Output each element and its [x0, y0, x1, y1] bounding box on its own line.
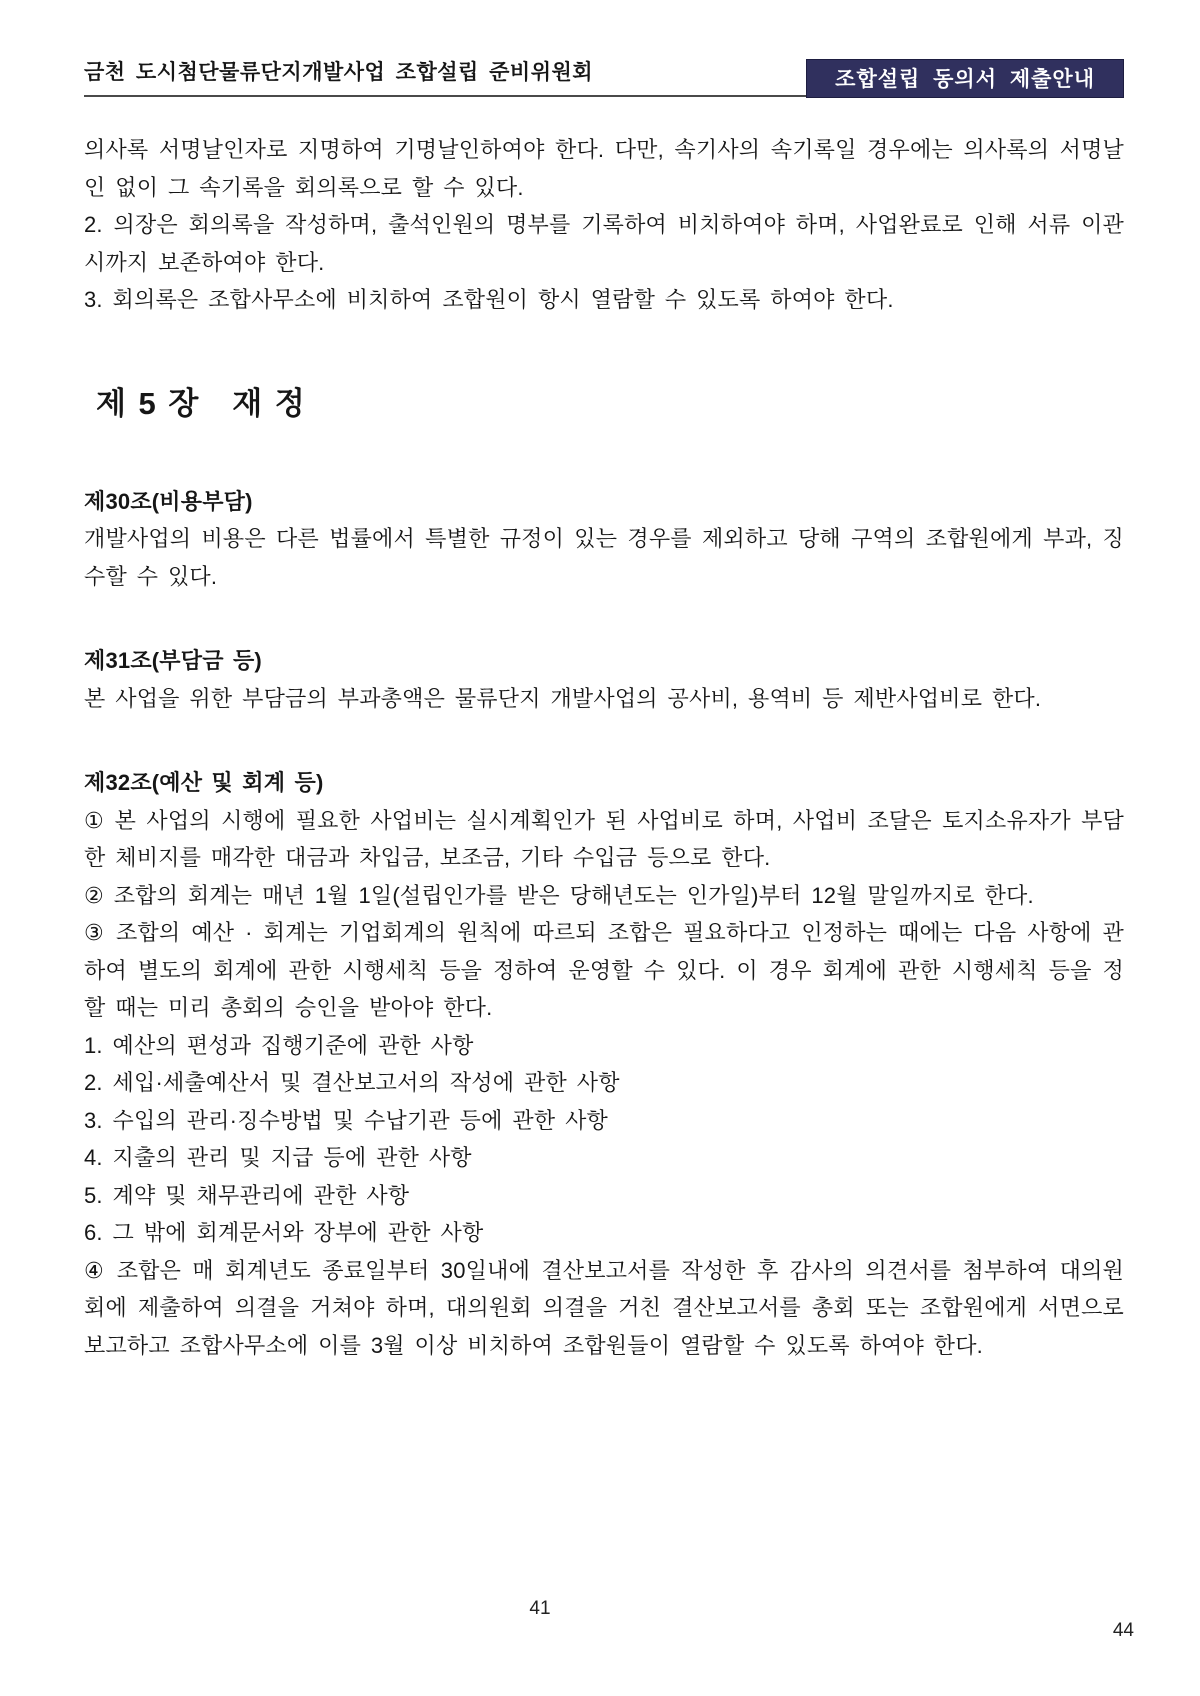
- intro-paragraph-3: 3. 회의록은 조합사무소에 비치하여 조합원이 항시 열람할 수 있도록 하여야 한다.: [84, 287, 894, 312]
- intro-section: [84, 131, 1124, 319]
- article-32: [84, 764, 1124, 1364]
- article-32-clause-4: ④ 조합은 매 회계년도 종료일부터 30일내에 결산보고서를 작성한 후 감사의 의견서를 첨부하여 대의원회에 제출하여 의결을 거쳐야 하며, 대의원회 의결을 거친 결산보고서를 총회 또는 조합원에게 서면으로 보고하고 조합사무소에 이를 3월 이상 비치하여 조합원들이 열람할 수 있도록 하여야 한다.: [84, 1257, 1124, 1358]
- article-32-clause-2: ② 조합의 회계는 매년 1월 1일(설립인가를 받은 당해년도는 인가일)부터 12월 말일까지로 한다.: [84, 882, 1034, 908]
- article-32-clause-1: ① 본 사업의 시행에 필요한 사업비는 실시계획인가 된 사업비로 하며, 사업비 조달은 토지소유자가 부담한 체비지를 매각한 대금과 차입금, 보조금, 기타 수입금 등으로 한다.: [84, 807, 1124, 870]
- document-body: [84, 131, 1124, 1364]
- article-32-item-3: 3. 수입의 관리·징수방법 및 수납기관 등에 관한 사항: [84, 1107, 609, 1133]
- article-32-item-4: 4. 지출의 관리 및 지급 등에 관한 사항: [84, 1145, 472, 1170]
- intro-paragraph-2: 2. 의장은 회의록을 작성하며, 출석인원의 명부를 기록하여 비치하여야 하며, 사업완료로 인해 서류 이관 시까지 보존하여야 한다.: [84, 212, 1124, 275]
- article-31-paragraph: 본 사업을 위한 부담금의 부과총액은 물류단지 개발사업의 공사비, 용역비 등 제반사업비로 한다.: [84, 685, 1042, 711]
- article-32-item-2: 2. 세입·세출예산서 및 결산보고서의 작성에 관한 사항: [84, 1070, 620, 1095]
- intro-paragraph-1: 의사록 서명날인자로 지명하여 기명날인하여야 한다. 다만, 속기사의 속기록일 경우에는 의사록의 서명날인 없이 그 속기록을 회의록으로 할 수 있다.: [84, 137, 1124, 200]
- article-30-title: 제30조(비용부담): [84, 488, 253, 514]
- article-32-title: 제32조(예산 및 회계 등): [84, 770, 324, 795]
- header-badge: 조합설립 동의서 제출안내: [806, 59, 1124, 98]
- article-32-item-5: 5. 계약 및 채무관리에 관한 사항: [84, 1182, 410, 1208]
- page-header: [84, 56, 1124, 97]
- chapter-heading: 제 5 장 재 정: [96, 385, 307, 421]
- page-number-center: 41: [529, 1598, 551, 1619]
- article-30: [84, 483, 1124, 596]
- article-31: [84, 642, 1124, 717]
- article-30-paragraph: 개발사업의 비용은 다른 법률에서 특별한 규정이 있는 경우를 제외하고 당해 구역의 조합원에게 부과, 징수할 수 있다.: [84, 526, 1124, 589]
- article-32-item-1: 1. 예산의 편성과 집행기준에 관한 사항: [84, 1032, 474, 1058]
- article-31-title: 제31조(부담금 등): [84, 648, 262, 673]
- page-number-right: 44: [1112, 1620, 1134, 1641]
- article-32-clause-3: ③ 조합의 예산 · 회계는 기업회계의 원칙에 따르되 조합은 필요하다고 인정하는 때에는 다음 사항에 관하여 별도의 회계에 관한 시행세칙 등을 정하여 운영할 수 있다. 이 경우 회계에 관한 시행세칙 등을 정할 때는 미리 총회의 승인을 받아야 한다.: [84, 920, 1124, 1020]
- header-committee-title: 금천 도시첨단물류단지개발사업 조합설립 준비위원회: [84, 61, 594, 84]
- article-32-item-6: 6. 그 밖에 회계문서와 장부에 관한 사항: [84, 1220, 484, 1245]
